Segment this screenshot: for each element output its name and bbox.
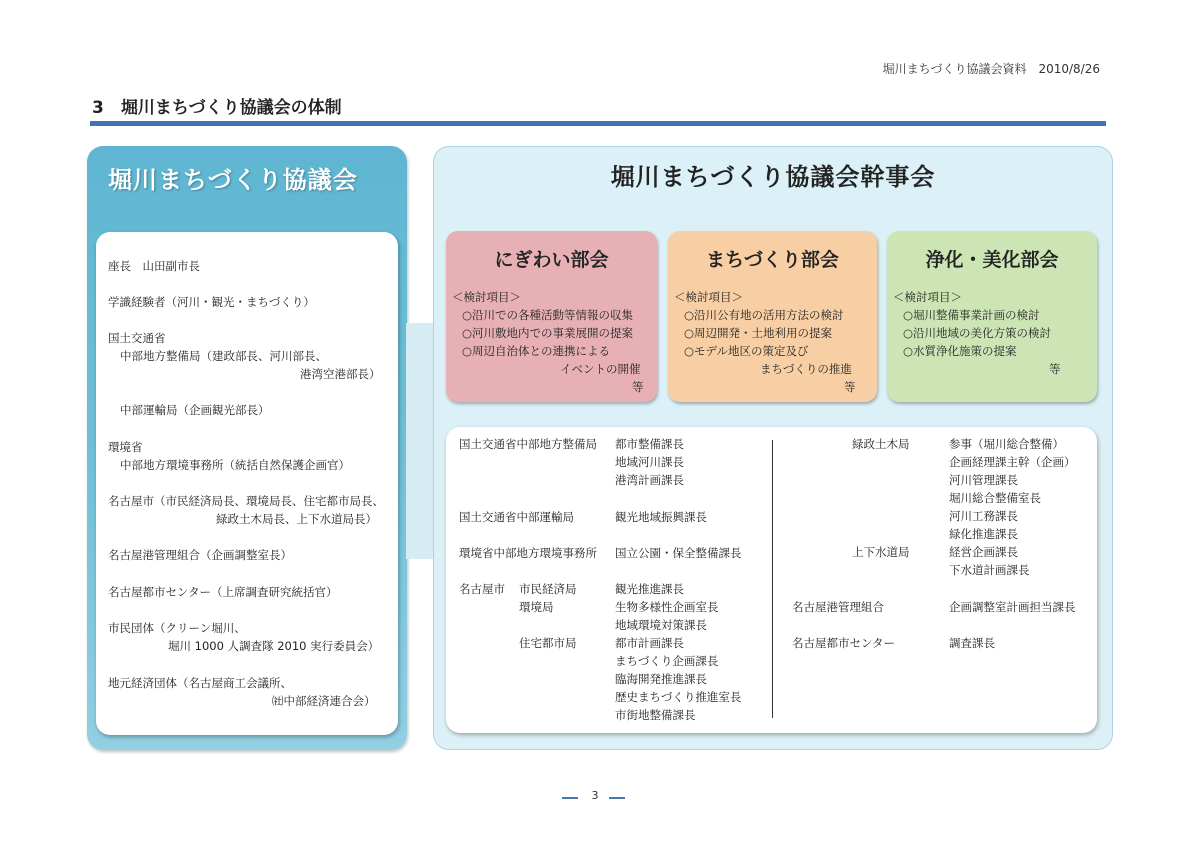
subcommittee-line: ＜検討項目＞ <box>893 290 962 304</box>
subcommittee-line: 等 <box>1049 362 1061 376</box>
title-underline <box>90 121 1106 126</box>
member-role: 下水道計画課長 <box>949 563 1030 577</box>
subcommittee-line: ○沿川地域の美化方策の検討 <box>903 326 1052 340</box>
panel-connector <box>406 323 436 559</box>
member-line: 港湾空港部長） <box>300 367 381 381</box>
page-title: 3 堀川まちづくり協議会の体制 <box>92 98 342 118</box>
steering-committee-title: 堀川まちづくり協議会幹事会 <box>610 163 936 191</box>
subcommittee-line: ＜検討項目＞ <box>452 290 521 304</box>
member-line: 市民団体（クリーン堀川、 <box>108 621 246 635</box>
subcommittee-line: ○堀川整備事業計画の検討 <box>903 308 1040 322</box>
member-role: 地域河川課長 <box>615 455 684 469</box>
member-org: 名古屋市 <box>459 582 505 596</box>
subcommittee-line: イベントの開催 <box>560 362 641 376</box>
member-role: 歴史まちづくり推進室長 <box>615 690 742 704</box>
member-line: 中部地方環境事務所（統括自然保護企画官） <box>120 458 350 472</box>
member-line: 地元経済団体（名古屋商工会議所、 <box>108 676 292 690</box>
member-line: 環境省 <box>108 440 143 454</box>
council-members-card <box>96 232 398 735</box>
member-role: 生物多様性企画室長 <box>615 600 719 614</box>
member-dept: 住宅都市局 <box>519 636 577 650</box>
member-role: 企画経理課主幹（企画） <box>949 455 1076 469</box>
member-role: 企画調整室計画担当課長 <box>949 600 1076 614</box>
subcommittee-line: 等 <box>844 380 856 394</box>
member-org: 国土交通省中部運輸局 <box>459 510 574 524</box>
page-number: 3 <box>591 789 599 802</box>
subcommittee-card-machizukuri <box>668 231 877 402</box>
subcommittee-card-nigiwai <box>446 231 657 402</box>
member-role: まちづくり企画課長 <box>615 654 719 668</box>
member-line: 学識経験者（河川・観光・まちづくり） <box>108 295 315 309</box>
subcommittee-line: まちづくりの推進 <box>760 362 852 376</box>
subcommittee-line: ○周辺自治体との連携による <box>462 344 611 358</box>
page-number-dash-right <box>609 797 625 799</box>
member-line: 名古屋都市センター（上席調査研究統括官） <box>108 585 338 599</box>
column-divider <box>772 440 773 718</box>
member-role: 都市計画課長 <box>615 636 684 650</box>
subcommittee-title: にぎわい部会 <box>494 249 609 271</box>
member-line: 名古屋港管理組合（企画調整室長） <box>108 548 292 562</box>
subcommittee-title: 浄化・美化部会 <box>925 249 1059 271</box>
member-role: 河川管理課長 <box>949 473 1018 487</box>
member-role: 観光地域振興課長 <box>615 510 707 524</box>
member-role: 河川工務課長 <box>949 509 1018 523</box>
subcommittee-line: ○水質浄化施策の提案 <box>903 344 1017 358</box>
subcommittee-line: ○河川敷地内での事業展開の提案 <box>462 326 634 340</box>
member-org: 名古屋都市センター <box>792 636 896 650</box>
member-dept: 環境局 <box>519 600 554 614</box>
member-org: 緑政土木局 <box>852 437 910 451</box>
subcommittee-line: ○モデル地区の策定及び <box>684 344 809 358</box>
member-role: 堀川総合整備室長 <box>949 491 1041 505</box>
member-role: 臨海開発推進課長 <box>615 672 707 686</box>
member-role: 参事（堀川総合整備） <box>949 437 1064 451</box>
subcommittee-line: ○沿川公有地の活用方法の検討 <box>684 308 844 322</box>
member-role: 市街地整備課長 <box>615 708 696 722</box>
subcommittee-line: ○周辺開発・土地利用の提案 <box>684 326 833 340</box>
member-org: 上下水道局 <box>852 545 910 559</box>
member-org: 名古屋港管理組合 <box>792 600 884 614</box>
document-header-meta: 堀川まちづくり協議会資料 2010/8/26 <box>882 62 1100 76</box>
member-line: 名古屋市（市民経済局長、環境局長、住宅都市局長、 <box>108 494 384 508</box>
member-role: 都市整備課長 <box>615 437 684 451</box>
member-org: 環境省中部地方環境事務所 <box>459 546 597 560</box>
member-line: 国土交通省 <box>108 331 166 345</box>
member-role: 港湾計画課長 <box>615 473 684 487</box>
member-role: 経営企画課長 <box>949 545 1018 559</box>
member-org: 国土交通省中部地方整備局 <box>459 437 597 451</box>
subcommittee-title: まちづくり部会 <box>706 249 839 271</box>
member-role: 地域環境対策課長 <box>615 618 707 632</box>
subcommittee-line: ＜検討項目＞ <box>674 290 743 304</box>
council-title: 堀川まちづくり協議会 <box>108 166 358 194</box>
member-role: 調査課長 <box>949 636 995 650</box>
member-line: ㈳中部経済連合会） <box>272 694 376 708</box>
member-line: 緑政土木局長、上下水道局長） <box>216 512 377 526</box>
member-line: 中部地方整備局（建政部長、河川部長、 <box>120 349 327 363</box>
subcommittee-card-joka <box>887 231 1097 402</box>
member-line: 中部運輸局（企画観光部長） <box>120 403 270 417</box>
member-role: 観光推進課長 <box>615 582 684 596</box>
member-line: 座長 山田副市長 <box>108 259 200 273</box>
member-line: 堀川 1000 人調査隊 2010 実行委員会） <box>168 639 380 653</box>
member-role: 緑化推進課長 <box>949 527 1018 541</box>
member-dept: 市民経済局 <box>519 582 577 596</box>
member-role: 国立公園・保全整備課長 <box>615 546 742 560</box>
subcommittee-line: ○沿川での各種活動等情報の収集 <box>462 308 634 322</box>
subcommittee-line: 等 <box>632 380 644 394</box>
